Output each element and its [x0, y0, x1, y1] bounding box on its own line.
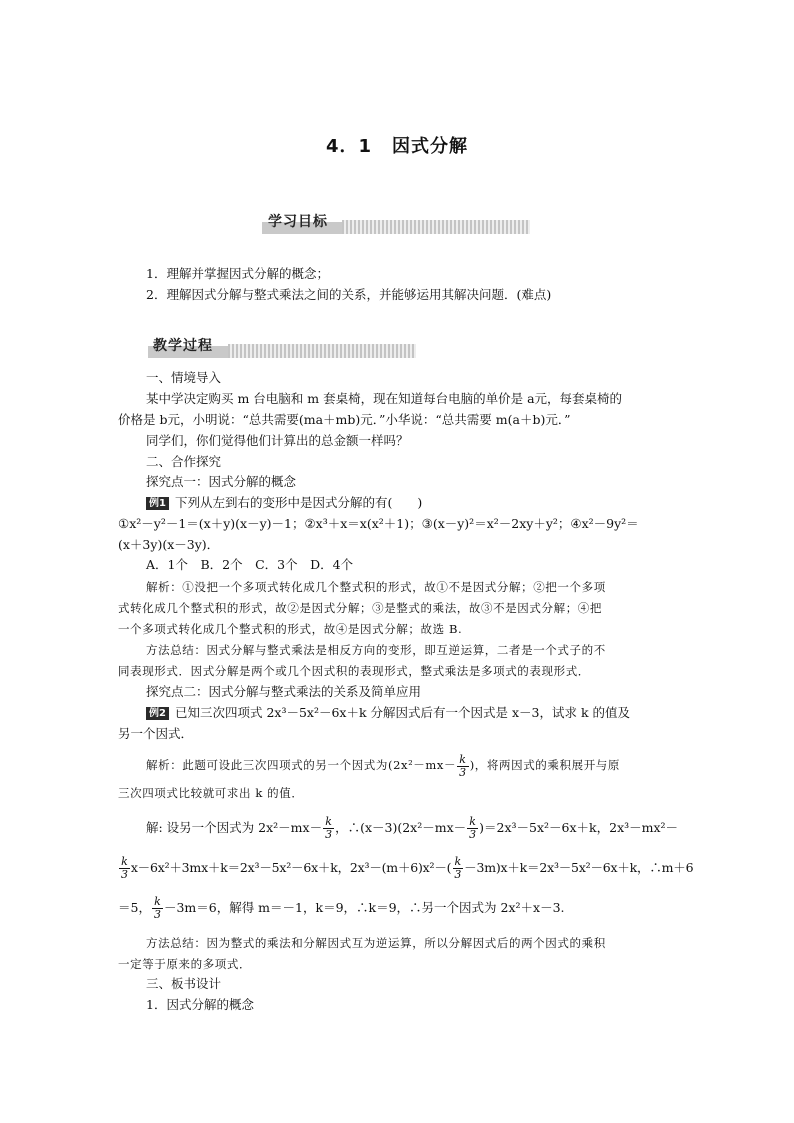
- board-item: 1．因式分解的概念: [146, 997, 254, 1012]
- example-2-tag: 例2: [146, 707, 169, 720]
- example-2-solution: ＝5， $\frac{k}{3}$ －3m＝6，解得 m＝－1，k＝9，∴k＝9，∴另一个因式为 2x²＋x－3.: [118, 895, 565, 921]
- fraction-k-over-3: $\frac{k}{3}$: [325, 815, 333, 841]
- example-1-expr-line: (x＋3y)(x－3y)．: [118, 537, 220, 552]
- objectives-heading: 学习目标: [268, 214, 328, 230]
- objective-item: 1．理解并掌握因式分解的概念；: [146, 266, 329, 281]
- explore-point-1: 探究点一：因式分解的概念: [146, 474, 297, 489]
- objective-item: 2．理解因式分解与整式乘法之间的关系，并能够运用其解决问题．(难点): [146, 287, 552, 302]
- example-2-text: 已知三次四项式 2x³－5x²－6x＋k 分解因式后有一个因式是 x－3，试求 k 的值及: [174, 705, 631, 720]
- fraction-k-over-3: $\frac{k}{3}$: [121, 855, 128, 881]
- fraction-k-over-3: $\frac{k}{3}$: [153, 895, 161, 921]
- example-1-expr-line: ①x²－y²－1＝(x＋y)(x－y)－1；②x³＋x＝x(x²＋1)；③(x－y)²＝x²－2xy＋y²；④x²－9y²＝: [118, 516, 639, 531]
- example-1-method: 同表现形式．因式分解是两个或几个因式积的表现形式，整式乘法是多项式的表现形式．: [118, 664, 590, 678]
- example-2-method: 方法总结：因为整式的乘法和分解因式互为逆运算，所以分解因式后的两个因式的乘积: [146, 936, 606, 950]
- example-1-analysis: 式转化成几个整式积的形式，故②是因式分解；③是整式的乘法，故③不是因式分解；④把: [118, 601, 602, 615]
- example-1-analysis: 一个多项式转化成几个整式积的形式，故④是因式分解；故选 B.: [118, 622, 463, 636]
- example-2-solution: $\frac{k}{3}$ x－6x²＋3mx＋k＝2x³－5x²－6x＋k，2x³－(m＋6)x²－( $\frac{k}{3}$ －3m)x＋k＝2x³－5x²－6x＋k，∴m＋6: [121, 855, 694, 881]
- fraction-k-over-3: $\frac{k}{3}$: [469, 815, 477, 841]
- example-2-question: [146, 705, 630, 721]
- example-2-question-cont: 另一个因式．: [118, 726, 194, 741]
- example-2-solution: 解: 设另一个因式为 2x²－mx－ $\frac{k}{3}$ ，∴(x－3)(2x²－mx－ $\frac{k}{3}$ )＝2x³－5x²－6x＋k，2x³－mx²－: [146, 815, 679, 841]
- title-text: 因式分解: [392, 136, 469, 157]
- example-2-method: 一定等于原来的多项式．: [118, 957, 252, 971]
- explore-point-2: 探究点二：因式分解与整式乘法的关系及简单应用: [146, 684, 422, 699]
- paragraph-line: 价格是 b元，小明说：“总共需要(ma＋mb)元．”小华说：“总共需要 m(a＋b)元．”: [118, 412, 571, 427]
- fraction-k-over-3: $\frac{k}{3}$: [454, 855, 462, 881]
- example-1-tag: 例1: [146, 497, 169, 510]
- title-number: 4．1: [325, 136, 373, 157]
- paragraph-line: 某中学决定购买 m 台电脑和 m 套桌椅，现在知道每台电脑的单价是 a元，每套桌椅的: [146, 391, 623, 406]
- section-heading-explore: 二、合作探究: [146, 454, 222, 469]
- example-1-method: 方法总结：因式分解与整式乘法是相反方向的变形，即互逆运算，二者是一个式子的不: [146, 643, 606, 657]
- example-1-text: 下列从左到右的变形中是因式分解的有( ): [174, 495, 423, 510]
- example-1-question: [146, 495, 422, 511]
- example-2-analysis: 解析：此题可设此三次四项式的另一个因式为(2x²－mx－ $\frac{k}{3}$ )，将两因式的乘积展开与原: [146, 752, 620, 779]
- section-heading-intro: 一、情境导入: [146, 370, 222, 385]
- example-1-options: A．1个 B．2个 C．3个 D．4个: [146, 557, 354, 572]
- page-title: [0, 132, 794, 158]
- fraction-k-over-3: $\frac{k}{3}$: [459, 752, 467, 779]
- process-heading: 教学过程: [153, 338, 213, 354]
- example-1-analysis: 解析：①没把一个多项式转化成几个整式积的形式，故①不是因式分解；②把一个多项: [146, 580, 606, 594]
- paragraph-line: 同学们，你们觉得他们计算出的总金额一样吗？: [146, 433, 409, 448]
- example-2-analysis: 三次四项式比较就可求出 k 的值．: [118, 786, 304, 800]
- section-heading-board: 三、板书设计: [146, 976, 222, 991]
